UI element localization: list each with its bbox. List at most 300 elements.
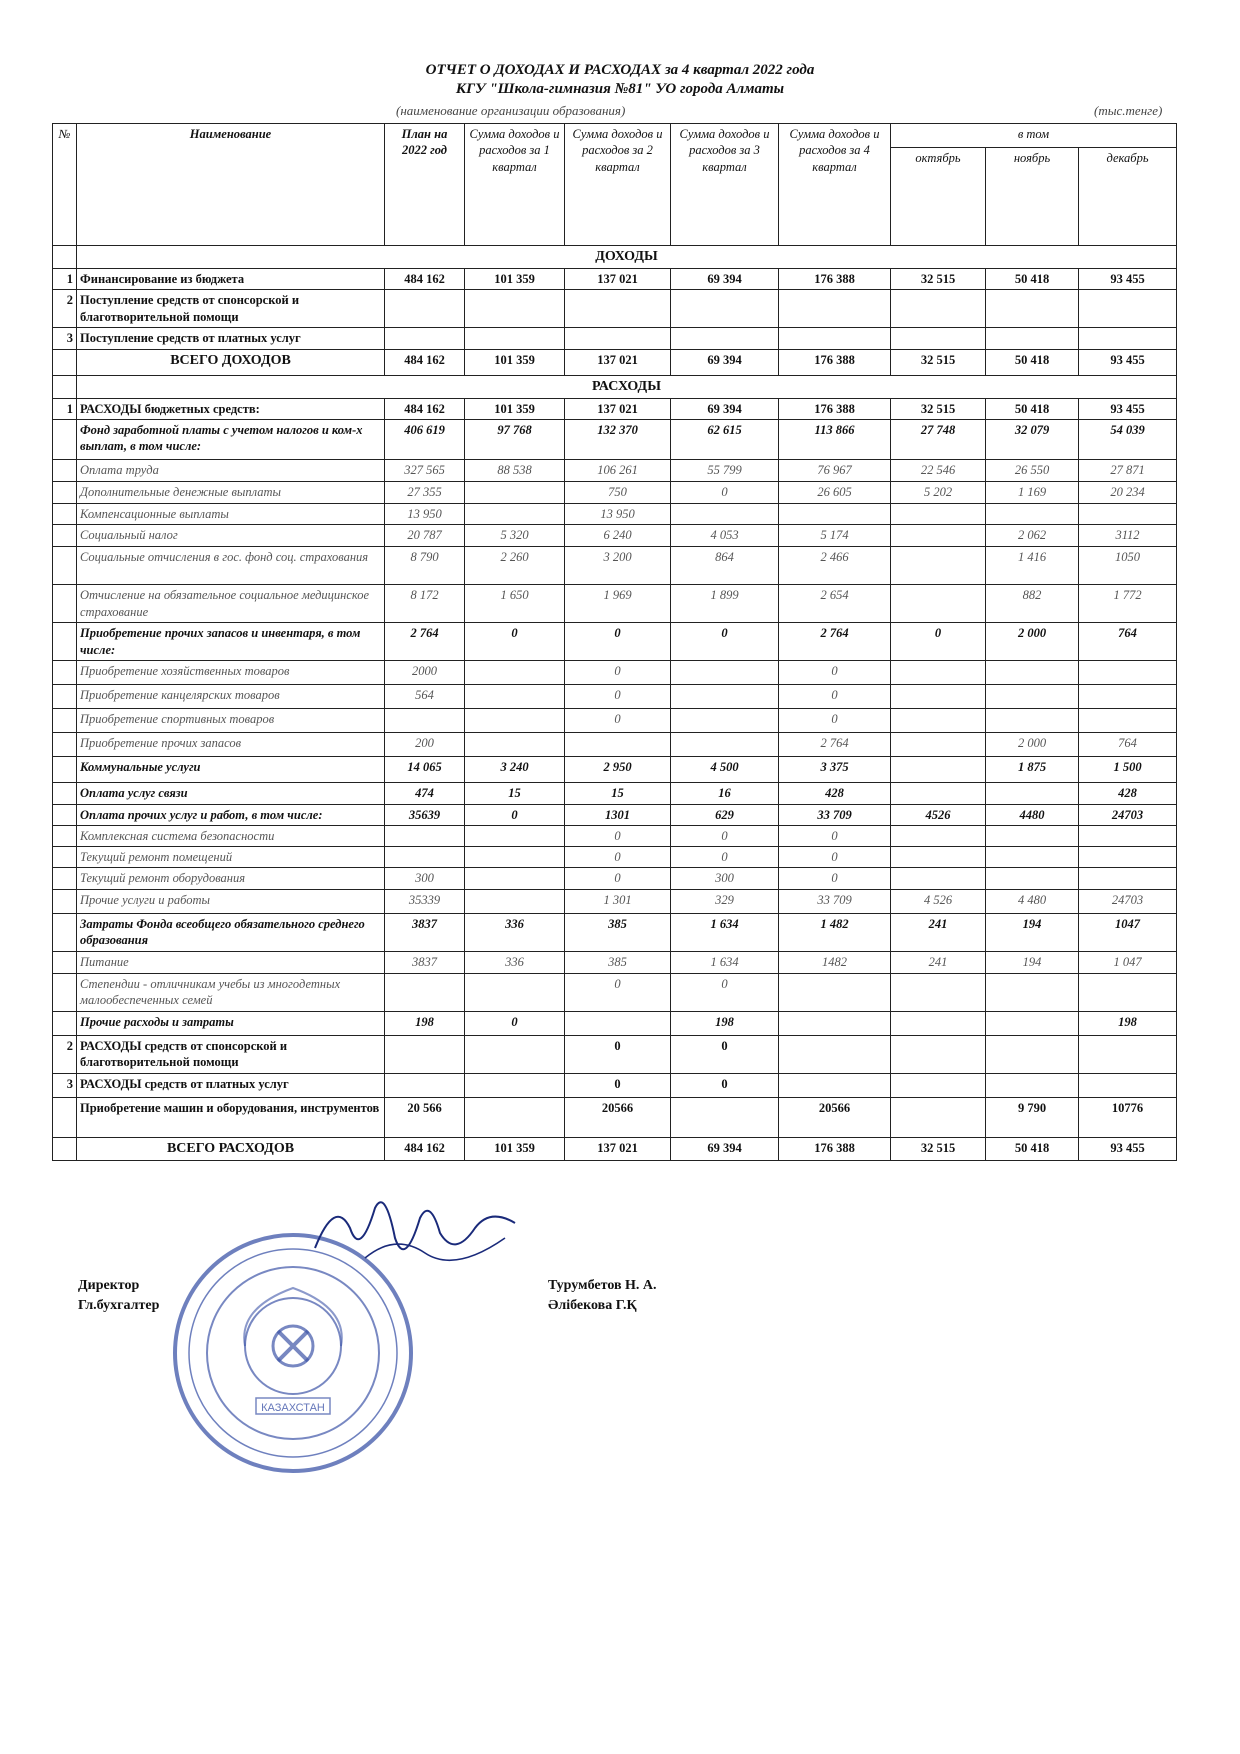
cell-q4: 1482 <box>779 951 891 973</box>
cell-m2 <box>986 504 1079 525</box>
cell-q2: 0 <box>565 1073 671 1097</box>
row-name: Поступление средств от спонсорской и благотворительной помощи <box>77 290 385 328</box>
cell-m3 <box>1079 1073 1177 1097</box>
row-name: Приобретение хозяйственных товаров <box>77 661 385 685</box>
cell-q4: 0 <box>779 868 891 889</box>
cell-m2 <box>986 973 1079 1011</box>
cell-q2: 15 <box>565 783 671 804</box>
row-num <box>53 1097 77 1137</box>
total-label: ВСЕГО ДОХОДОВ <box>77 349 385 375</box>
cell-m2: 32 079 <box>986 420 1079 460</box>
cell-m1 <box>891 290 986 328</box>
cell-q1 <box>465 1035 565 1073</box>
cell-m3: 93 455 <box>1079 1137 1177 1160</box>
cell-m1 <box>891 783 986 804</box>
table-row <box>53 685 1177 709</box>
cell-q3: 0 <box>671 1073 779 1097</box>
cell-q1 <box>465 847 565 868</box>
cell-m3: 24703 <box>1079 804 1177 825</box>
row-num <box>53 825 77 846</box>
cell-m1 <box>891 757 986 783</box>
cell-q3: 62 615 <box>671 420 779 460</box>
cell-q4: 428 <box>779 783 891 804</box>
income-section-label: ДОХОДЫ <box>77 246 1177 269</box>
cell-m3: 10776 <box>1079 1097 1177 1137</box>
row-num <box>53 733 77 757</box>
cell-m3: 27 871 <box>1079 460 1177 482</box>
cell-q3 <box>671 328 779 349</box>
organization-name: КГУ "Школа-гимназия №81" УО города Алматы <box>455 81 785 97</box>
cell-q2: 0 <box>565 825 671 846</box>
cell-q1 <box>465 889 565 913</box>
cell-plan: 300 <box>385 868 465 889</box>
row-name: Социальные отчисления в гос. фонд соц. страхования <box>77 547 385 585</box>
cell-q4: 176 388 <box>779 1137 891 1160</box>
cell-m2: 2 062 <box>986 525 1079 547</box>
cell-q2: 750 <box>565 482 671 504</box>
table-row <box>53 783 1177 804</box>
row-name: Поступление средств от платных услуг <box>77 328 385 349</box>
cell-m2 <box>986 661 1079 685</box>
cell-plan: 3837 <box>385 913 465 951</box>
cell-m1: 32 515 <box>891 1137 986 1160</box>
cell-q3: 69 394 <box>671 269 779 290</box>
total-label: ВСЕГО РАСХОДОВ <box>77 1137 385 1160</box>
cell-q4: 2 466 <box>779 547 891 585</box>
row-name: Приобретение прочих запасов <box>77 733 385 757</box>
cell-plan <box>385 1073 465 1097</box>
cell-q3: 0 <box>671 623 779 661</box>
col-name-header: Наименование <box>77 124 385 246</box>
cell-q1 <box>465 290 565 328</box>
cell-m3: 198 <box>1079 1011 1177 1035</box>
row-name: Питание <box>77 951 385 973</box>
cell-m3: 3112 <box>1079 525 1177 547</box>
cell-q3: 329 <box>671 889 779 913</box>
row-num <box>53 420 77 460</box>
row-num: 2 <box>53 290 77 328</box>
row-num <box>53 504 77 525</box>
cell-q1: 101 359 <box>465 398 565 419</box>
cell-q4: 5 174 <box>779 525 891 547</box>
table-row <box>53 1097 1177 1137</box>
cell-plan: 2 764 <box>385 623 465 661</box>
cell-m3: 24703 <box>1079 889 1177 913</box>
cell-q2: 132 370 <box>565 420 671 460</box>
table-row <box>53 525 1177 547</box>
cell-m1: 241 <box>891 951 986 973</box>
cell-q1 <box>465 482 565 504</box>
total-num-cell <box>53 1137 77 1160</box>
cell-m1 <box>891 525 986 547</box>
cell-m3: 1 047 <box>1079 951 1177 973</box>
cell-m1 <box>891 1011 986 1035</box>
cell-q4: 3 375 <box>779 757 891 783</box>
row-name: Текущий ремонт оборудования <box>77 868 385 889</box>
cell-q1: 336 <box>465 913 565 951</box>
cell-m2: 50 418 <box>986 269 1079 290</box>
cell-m1 <box>891 1035 986 1073</box>
cell-m1: 241 <box>891 913 986 951</box>
cell-plan: 474 <box>385 783 465 804</box>
row-num: 1 <box>53 269 77 290</box>
table-row <box>53 951 1177 973</box>
cell-q1 <box>465 709 565 733</box>
row-name: Отчисление на обязательное социальное медицинское страхование <box>77 585 385 623</box>
cell-m1 <box>891 585 986 623</box>
cell-q1 <box>465 1073 565 1097</box>
cell-q2: 6 240 <box>565 525 671 547</box>
cell-q4 <box>779 1035 891 1073</box>
cell-m1: 0 <box>891 623 986 661</box>
table-row <box>53 847 1177 868</box>
cell-q1: 336 <box>465 951 565 973</box>
cell-m3: 20 234 <box>1079 482 1177 504</box>
col-q3-header: Сумма доходов и расходов за 3 квартал <box>671 124 779 246</box>
cell-m3: 1 772 <box>1079 585 1177 623</box>
row-num <box>53 951 77 973</box>
cell-q2: 0 <box>565 623 671 661</box>
cell-m2: 2 000 <box>986 623 1079 661</box>
cell-m1: 32 515 <box>891 349 986 375</box>
row-num <box>53 525 77 547</box>
cell-q2 <box>565 733 671 757</box>
cell-m1: 22 546 <box>891 460 986 482</box>
table-row <box>53 482 1177 504</box>
row-num <box>53 709 77 733</box>
cell-plan: 35639 <box>385 804 465 825</box>
cell-q3: 0 <box>671 825 779 846</box>
cell-m2 <box>986 783 1079 804</box>
cell-m1 <box>891 661 986 685</box>
cell-plan: 13 950 <box>385 504 465 525</box>
cell-q3: 0 <box>671 1035 779 1073</box>
cell-q4 <box>779 504 891 525</box>
row-name: Приобретение прочих запасов и инвентаря, в том числе: <box>77 623 385 661</box>
cell-m2: 2 000 <box>986 733 1079 757</box>
table-row <box>53 709 1177 733</box>
cell-m3 <box>1079 685 1177 709</box>
cell-m1: 4526 <box>891 804 986 825</box>
cell-q1 <box>465 504 565 525</box>
cell-q3 <box>671 685 779 709</box>
cell-q2: 13 950 <box>565 504 671 525</box>
report-title: ОТЧЕТ О ДОХОДАХ И РАСХОДАХ за 4 квартал 2022 года <box>425 62 815 78</box>
cell-q3 <box>671 504 779 525</box>
cell-m2: 50 418 <box>986 1137 1079 1160</box>
cell-plan <box>385 290 465 328</box>
row-name: Оплата труда <box>77 460 385 482</box>
row-name: Затраты Фонда всеобщего обязательного среднего образования <box>77 913 385 951</box>
cell-m1: 4 526 <box>891 889 986 913</box>
table-row <box>53 913 1177 951</box>
cell-q2: 0 <box>565 661 671 685</box>
cell-m3: 54 039 <box>1079 420 1177 460</box>
row-num <box>53 889 77 913</box>
expense-section-label: РАСХОДЫ <box>77 375 1177 398</box>
cell-q4 <box>779 1073 891 1097</box>
row-name: Дополнительные денежные выплаты <box>77 482 385 504</box>
row-name: РАСХОДЫ средств от платных услуг <box>77 1073 385 1097</box>
cell-q1: 97 768 <box>465 420 565 460</box>
cell-q1: 15 <box>465 783 565 804</box>
cell-plan: 327 565 <box>385 460 465 482</box>
col-q4-header: Сумма доходов и расходов за 4 квартал <box>779 124 891 246</box>
cell-q4: 0 <box>779 661 891 685</box>
row-name: Комплексная система безопасности <box>77 825 385 846</box>
cell-q2: 137 021 <box>565 1137 671 1160</box>
cell-q3: 69 394 <box>671 349 779 375</box>
row-num <box>53 783 77 804</box>
cell-q1 <box>465 1097 565 1137</box>
cell-plan <box>385 709 465 733</box>
cell-m3 <box>1079 868 1177 889</box>
cell-plan: 484 162 <box>385 349 465 375</box>
cell-plan: 3837 <box>385 951 465 973</box>
cell-q2: 106 261 <box>565 460 671 482</box>
total-row <box>53 349 1177 375</box>
cell-q4: 0 <box>779 847 891 868</box>
cell-q2 <box>565 328 671 349</box>
cell-q3: 1 634 <box>671 913 779 951</box>
row-name: Финансирование из бюджета <box>77 269 385 290</box>
cell-q2: 0 <box>565 709 671 733</box>
cell-q1: 101 359 <box>465 349 565 375</box>
table-row <box>53 804 1177 825</box>
cell-m1 <box>891 504 986 525</box>
cell-q4: 76 967 <box>779 460 891 482</box>
cell-q3: 864 <box>671 547 779 585</box>
cell-q2: 2 950 <box>565 757 671 783</box>
cell-q3: 69 394 <box>671 398 779 419</box>
cell-q4: 2 764 <box>779 623 891 661</box>
row-num <box>53 913 77 951</box>
table-row <box>53 661 1177 685</box>
cell-q2: 137 021 <box>565 269 671 290</box>
col-q2-header: Сумма доходов и расходов за 2 квартал <box>565 124 671 246</box>
cell-q1 <box>465 733 565 757</box>
row-name: Социальный налог <box>77 525 385 547</box>
cell-q4: 176 388 <box>779 269 891 290</box>
organization-caption: (наименование организации образования) <box>396 103 626 118</box>
cell-m3 <box>1079 709 1177 733</box>
row-num <box>53 547 77 585</box>
cell-q2 <box>565 290 671 328</box>
cell-m3: 1047 <box>1079 913 1177 951</box>
cell-q1: 0 <box>465 623 565 661</box>
total-num-cell <box>53 349 77 375</box>
table-row <box>53 269 1177 290</box>
cell-q2: 20566 <box>565 1097 671 1137</box>
cell-m3: 428 <box>1079 783 1177 804</box>
row-name: Приобретение спортивных товаров <box>77 709 385 733</box>
cell-plan: 8 790 <box>385 547 465 585</box>
cell-q4 <box>779 328 891 349</box>
cell-q3: 0 <box>671 482 779 504</box>
cell-q1: 5 320 <box>465 525 565 547</box>
cell-plan: 484 162 <box>385 1137 465 1160</box>
col-nov-header: ноябрь <box>986 148 1079 246</box>
cell-q3: 1 899 <box>671 585 779 623</box>
cell-m1 <box>891 328 986 349</box>
section-num-cell <box>53 375 77 398</box>
cell-m3: 1050 <box>1079 547 1177 585</box>
cell-q2 <box>565 1011 671 1035</box>
table-row <box>53 973 1177 1011</box>
cell-q1 <box>465 825 565 846</box>
table-row <box>53 868 1177 889</box>
table-row <box>53 825 1177 846</box>
row-num <box>53 757 77 783</box>
cell-q4: 1 482 <box>779 913 891 951</box>
cell-m1 <box>891 547 986 585</box>
cell-q2: 0 <box>565 847 671 868</box>
cell-q3: 0 <box>671 973 779 1011</box>
units-label: (тыс.тенге) <box>1094 103 1163 118</box>
cell-q1: 2 260 <box>465 547 565 585</box>
cell-m2: 882 <box>986 585 1079 623</box>
cell-plan: 484 162 <box>385 269 465 290</box>
row-name: Оплата прочих услуг и работ, в том числе: <box>77 804 385 825</box>
cell-plan: 564 <box>385 685 465 709</box>
cell-m3: 764 <box>1079 623 1177 661</box>
cell-q1: 101 359 <box>465 1137 565 1160</box>
cell-m2 <box>986 328 1079 349</box>
cell-q4: 33 709 <box>779 889 891 913</box>
table-row <box>53 504 1177 525</box>
cell-q4: 2 764 <box>779 733 891 757</box>
row-num <box>53 661 77 685</box>
row-num: 3 <box>53 1073 77 1097</box>
section-num-cell <box>53 246 77 269</box>
cell-q2: 1 969 <box>565 585 671 623</box>
cell-m2 <box>986 1011 1079 1035</box>
cell-m1 <box>891 709 986 733</box>
cell-m2 <box>986 709 1079 733</box>
row-num <box>53 482 77 504</box>
row-num <box>53 623 77 661</box>
cell-q4: 0 <box>779 685 891 709</box>
table-row <box>53 398 1177 419</box>
table-row <box>53 420 1177 460</box>
cell-m3 <box>1079 328 1177 349</box>
row-num: 2 <box>53 1035 77 1073</box>
cell-plan: 14 065 <box>385 757 465 783</box>
cell-m3: 93 455 <box>1079 269 1177 290</box>
cell-m1: 27 748 <box>891 420 986 460</box>
cell-m1 <box>891 733 986 757</box>
accountant-label: Гл.бухгалтер <box>78 1298 160 1313</box>
row-num: 1 <box>53 398 77 419</box>
row-num <box>53 685 77 709</box>
cell-m3 <box>1079 1035 1177 1073</box>
cell-q4: 113 866 <box>779 420 891 460</box>
cell-q1: 0 <box>465 804 565 825</box>
cell-q4: 20566 <box>779 1097 891 1137</box>
cell-m2: 50 418 <box>986 398 1079 419</box>
table-row <box>53 889 1177 913</box>
cell-m1: 5 202 <box>891 482 986 504</box>
col-oct-header: октябрь <box>891 148 986 246</box>
cell-plan: 35339 <box>385 889 465 913</box>
cell-plan <box>385 1035 465 1073</box>
cell-q2: 137 021 <box>565 398 671 419</box>
cell-q4: 0 <box>779 709 891 733</box>
row-name: Прочие расходы и затраты <box>77 1011 385 1035</box>
cell-m2: 1 169 <box>986 482 1079 504</box>
table-row <box>53 733 1177 757</box>
cell-q4: 2 654 <box>779 585 891 623</box>
cell-q2: 1301 <box>565 804 671 825</box>
report-table <box>52 123 1177 1161</box>
cell-m1 <box>891 973 986 1011</box>
cell-q3 <box>671 290 779 328</box>
table-row <box>53 623 1177 661</box>
cell-q4 <box>779 290 891 328</box>
table-row <box>53 290 1177 328</box>
cell-m2 <box>986 1073 1079 1097</box>
cell-m2 <box>986 847 1079 868</box>
cell-m2: 9 790 <box>986 1097 1079 1137</box>
col-num-header: № <box>53 124 77 246</box>
row-num <box>53 847 77 868</box>
cell-m2 <box>986 825 1079 846</box>
cell-q2: 0 <box>565 1035 671 1073</box>
cell-m1 <box>891 868 986 889</box>
cell-plan: 8 172 <box>385 585 465 623</box>
cell-m2 <box>986 1035 1079 1073</box>
cell-m3: 764 <box>1079 733 1177 757</box>
cell-q1 <box>465 868 565 889</box>
table-row <box>53 460 1177 482</box>
cell-q3: 1 634 <box>671 951 779 973</box>
cell-q3: 55 799 <box>671 460 779 482</box>
director-name: Турумбетов Н. А. <box>548 1278 657 1293</box>
cell-q3 <box>671 661 779 685</box>
cell-q2: 3 200 <box>565 547 671 585</box>
cell-q2: 385 <box>565 913 671 951</box>
cell-q4: 33 709 <box>779 804 891 825</box>
cell-m1 <box>891 825 986 846</box>
cell-q1 <box>465 973 565 1011</box>
cell-m3 <box>1079 847 1177 868</box>
table-row <box>53 1073 1177 1097</box>
row-num <box>53 1011 77 1035</box>
cell-q3: 300 <box>671 868 779 889</box>
row-name: Приобретение машин и оборудования, инструментов <box>77 1097 385 1137</box>
expense-section <box>53 375 1177 398</box>
cell-m2: 1 875 <box>986 757 1079 783</box>
row-name: Оплата услуг связи <box>77 783 385 804</box>
cell-m1: 32 515 <box>891 269 986 290</box>
cell-m1 <box>891 1073 986 1097</box>
cell-m2: 26 550 <box>986 460 1079 482</box>
cell-q1 <box>465 685 565 709</box>
table-row <box>53 1011 1177 1035</box>
cell-m2: 4 480 <box>986 889 1079 913</box>
cell-m1: 32 515 <box>891 398 986 419</box>
table-row <box>53 547 1177 585</box>
seal-text: КАЗАХСТАН <box>261 1402 325 1414</box>
cell-q2: 137 021 <box>565 349 671 375</box>
cell-q4 <box>779 1011 891 1035</box>
row-name: РАСХОДЫ средств от спонсорской и благотворительной помощи <box>77 1035 385 1073</box>
cell-plan <box>385 825 465 846</box>
cell-m2: 194 <box>986 913 1079 951</box>
cell-m3: 1 500 <box>1079 757 1177 783</box>
row-name: РАСХОДЫ бюджетных средств: <box>77 398 385 419</box>
cell-q1: 1 650 <box>465 585 565 623</box>
